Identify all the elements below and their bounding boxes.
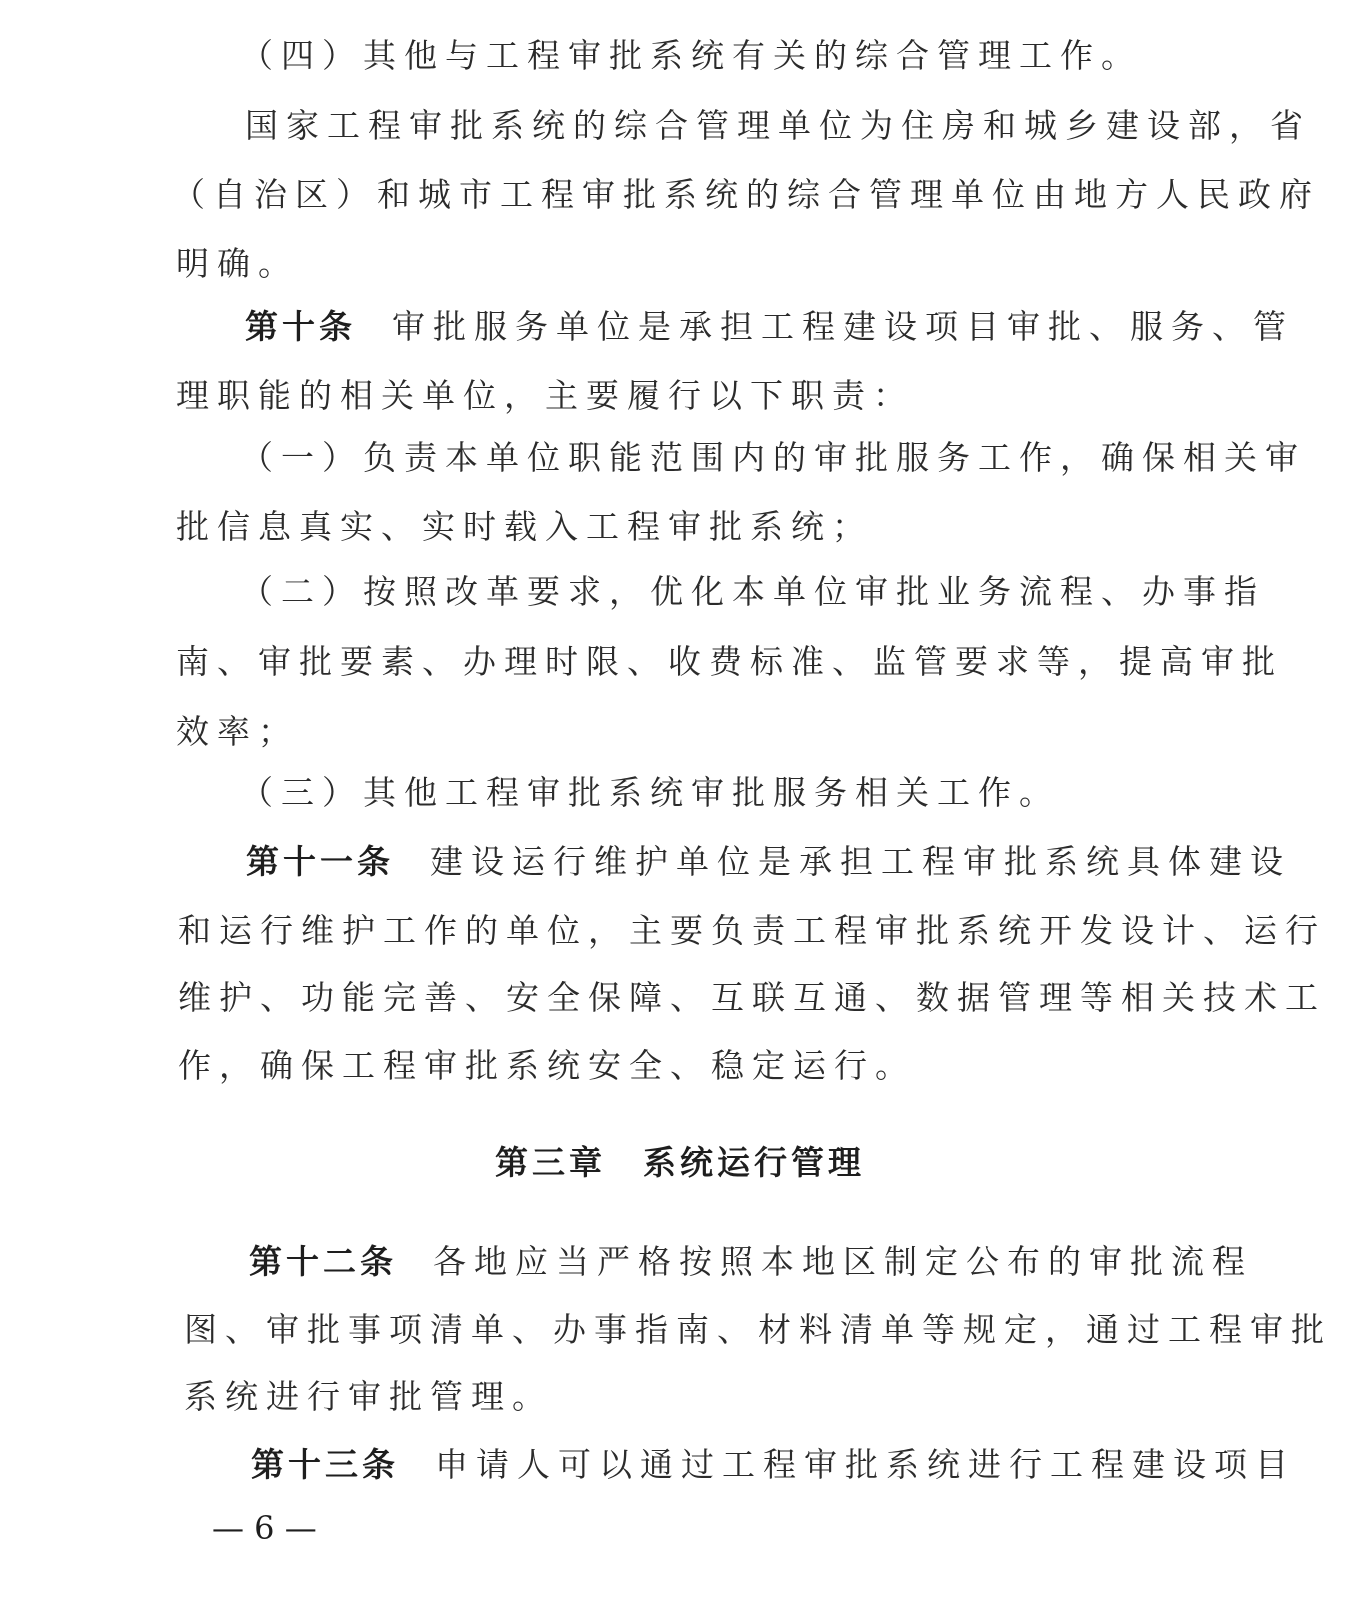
paragraph-line: （四）其他与工程审批系统有关的综合管理工作。	[240, 36, 1142, 75]
article-11-heading: 第十一条	[246, 842, 394, 881]
paragraph-line: （三）其他工程审批系统审批服务相关工作。	[240, 773, 1060, 812]
paragraph-line: 和运行维护工作的单位，主要负责工程审批系统开发设计、运行	[178, 911, 1326, 950]
chapter-title: 第三章 系统运行管理	[495, 1143, 865, 1182]
paragraph-line: 图、审批事项清单、办事指南、材料清单等规定，通过工程审批	[184, 1310, 1332, 1349]
paragraph-line: 理职能的相关单位，主要履行以下职责：	[176, 376, 914, 415]
paragraph-line: （自治区）和城市工程审批系统的综合管理单位由地方人民政府	[172, 175, 1320, 214]
paragraph-line: 系统进行审批管理。	[184, 1377, 553, 1416]
article-12-line	[249, 1242, 1253, 1282]
article-11-line	[246, 842, 1291, 882]
paragraph-line: 作，确保工程审批系统安全、稳定运行。	[178, 1046, 916, 1085]
article-13-heading: 第十三条	[251, 1445, 399, 1484]
paragraph-line: （二）按照改革要求，优化本单位审批业务流程、办事指	[240, 572, 1265, 611]
article-10-text: 审批服务单位是承担工程建设项目审批、服务、管	[392, 307, 1294, 346]
paragraph-line: 批信息真实、实时载入工程审批系统；	[176, 507, 873, 546]
paragraph-line: 南、审批要素、办理时限、收费标准、监管要求等，提高审批	[176, 642, 1283, 681]
article-11-text: 建设运行维护单位是承担工程审批系统具体建设	[430, 842, 1291, 881]
paragraph-line: 国家工程审批系统的综合管理单位为住房和城乡建设部，省	[245, 106, 1311, 145]
article-10-heading: 第十条	[245, 307, 356, 346]
paragraph-line: （一）负责本单位职能范围内的审批服务工作，确保相关审	[240, 438, 1306, 477]
article-13-line	[251, 1445, 1296, 1485]
paragraph-line: 维护、功能完善、安全保障、互联互通、数据管理等相关技术工	[178, 978, 1326, 1017]
article-10-line	[245, 307, 1294, 347]
paragraph-line: 效率；	[176, 712, 299, 751]
article-12-text: 各地应当严格按照本地区制定公布的审批流程	[433, 1242, 1253, 1281]
article-13-text: 申请人可以通过工程审批系统进行工程建设项目	[435, 1445, 1296, 1484]
page-number: — 6 —	[212, 1509, 317, 1547]
article-12-heading: 第十二条	[249, 1242, 397, 1281]
paragraph-line: 明确。	[176, 244, 299, 283]
